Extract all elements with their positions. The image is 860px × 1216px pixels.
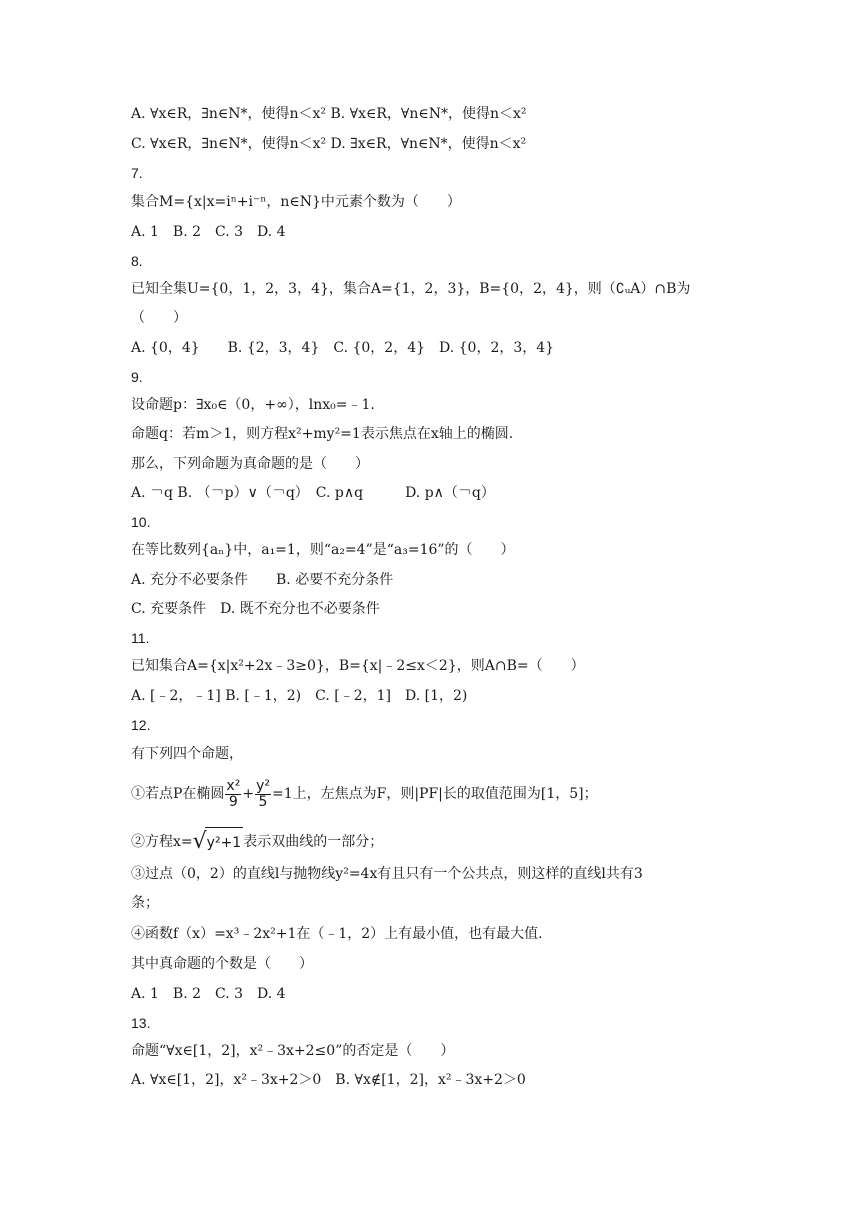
question-12-statement-4: ④函数f（x）=x³﹣2x²+1在（﹣1，2）上有最小值，也有最大值. — [131, 926, 543, 942]
question-11-options: A. [﹣2，﹣1] B. [﹣1，2) C. [﹣2，1] D. [1，2) — [131, 688, 468, 704]
statement-2-suffix: 表示双曲线的一部分； — [243, 834, 384, 850]
question-9-proposition-p: 设命题p：∃x₀∈（0，+∞），lnx₀=﹣1. — [131, 397, 375, 413]
question-number-9: 9. — [131, 369, 143, 385]
statement-1-prefix: ①若点P在椭圆 — [131, 786, 225, 802]
square-root — [193, 827, 244, 857]
question-12-statement-3: ③过点（0，2）的直线l与抛物线y²=4x有且只有一个公共点，则这样的直线l共有3 — [131, 866, 643, 882]
question-number-7: 7. — [131, 165, 143, 181]
question-9-proposition-q: 命题q：若m＞1，则方程x²+my²=1表示焦点在x轴上的椭圆. — [131, 426, 514, 442]
question-7-options: A. 1 B. 2 C. 3 D. 4 — [131, 224, 286, 240]
radicand: y²+1 — [205, 827, 244, 857]
fraction-y2-over-5 — [255, 779, 271, 810]
statement-2-prefix: ②方程x= — [131, 834, 193, 850]
fraction-x2-over-9 — [225, 779, 241, 810]
question-13-text: 命题“∀x∈[1，2]，x²﹣3x+2≤0”的否定是（ ） — [131, 1043, 455, 1059]
options-line-c-d: C. ∀x∈R，∃n∈N*，使得n＜x² D. ∃x∈R，∀n∈N*，使得n＜x² — [131, 136, 527, 152]
question-12-options: A. 1 B. 2 C. 3 D. 4 — [131, 986, 286, 1002]
fraction-denominator: 9 — [228, 793, 238, 810]
question-13-options: A. ∀x∈[1，2]，x²﹣3x+2＞0 B. ∀x∉[1，2]，x²﹣3x+2＞0 — [131, 1072, 526, 1088]
question-number-13: 13. — [131, 1015, 151, 1031]
question-12-statement-1 — [131, 776, 598, 812]
question-8-text: 已知全集U={0，1，2，3，4}，集合A={1，2，3}，B={0，2，4}，则（∁ᵤA）∩B为 — [131, 281, 691, 297]
question-9-ask: 那么，下列命题为真命题的是（ ） — [131, 456, 369, 472]
question-12-intro: 有下列四个命题， — [131, 746, 243, 762]
question-number-8: 8. — [131, 253, 143, 269]
fraction-numerator: y² — [256, 777, 270, 794]
question-12-statement-2 — [131, 827, 383, 855]
fraction-denominator: 5 — [258, 793, 268, 810]
question-9-options: A. ￢q B. （￢p）∨（￢q） C. p∧q D. p∧（￢q） — [131, 485, 495, 501]
question-11-text: 已知集合A={x|x²+2x﹣3≥0}，B={x|﹣2≤x＜2}，则A∩B=（ ） — [131, 658, 585, 674]
question-10-options-1: A. 充分不必要条件 B. 必要不充分条件 — [131, 572, 394, 588]
radical-sign-icon: √ — [192, 829, 207, 854]
question-8-options: A. {0，4} B. {2，3，4} C. {0，2，4} D. {0，2，3，4} — [131, 340, 555, 356]
question-number-12: 12. — [131, 717, 151, 733]
question-12-statement-3-cont: 条； — [131, 895, 159, 911]
question-7-text: 集合M={x|x=iⁿ+i⁻ⁿ，n∈N}中元素个数为（ ） — [131, 194, 461, 210]
question-number-10: 10. — [131, 514, 151, 530]
question-number-11: 11. — [131, 630, 150, 646]
question-10-text: 在等比数列{aₙ}中，a₁=1，则“a₂=4”是“a₃=16”的（ ） — [131, 542, 515, 558]
plus-sign: + — [242, 786, 255, 802]
options-line-a-b: A. ∀x∈R，∃n∈N*，使得n＜x² B. ∀x∈R，∀n∈N*，使得n＜x² — [131, 106, 527, 122]
statement-1-suffix: =1上，左焦点为F，则|PF|长的取值范围为[1，5]； — [271, 786, 598, 802]
question-10-options-2: C. 充要条件 D. 既不充分也不必要条件 — [131, 601, 380, 617]
question-12-ask: 其中真命题的个数是（ ） — [131, 956, 313, 972]
question-8-paren: （ ） — [131, 310, 187, 326]
fraction-numerator: x² — [226, 777, 241, 794]
